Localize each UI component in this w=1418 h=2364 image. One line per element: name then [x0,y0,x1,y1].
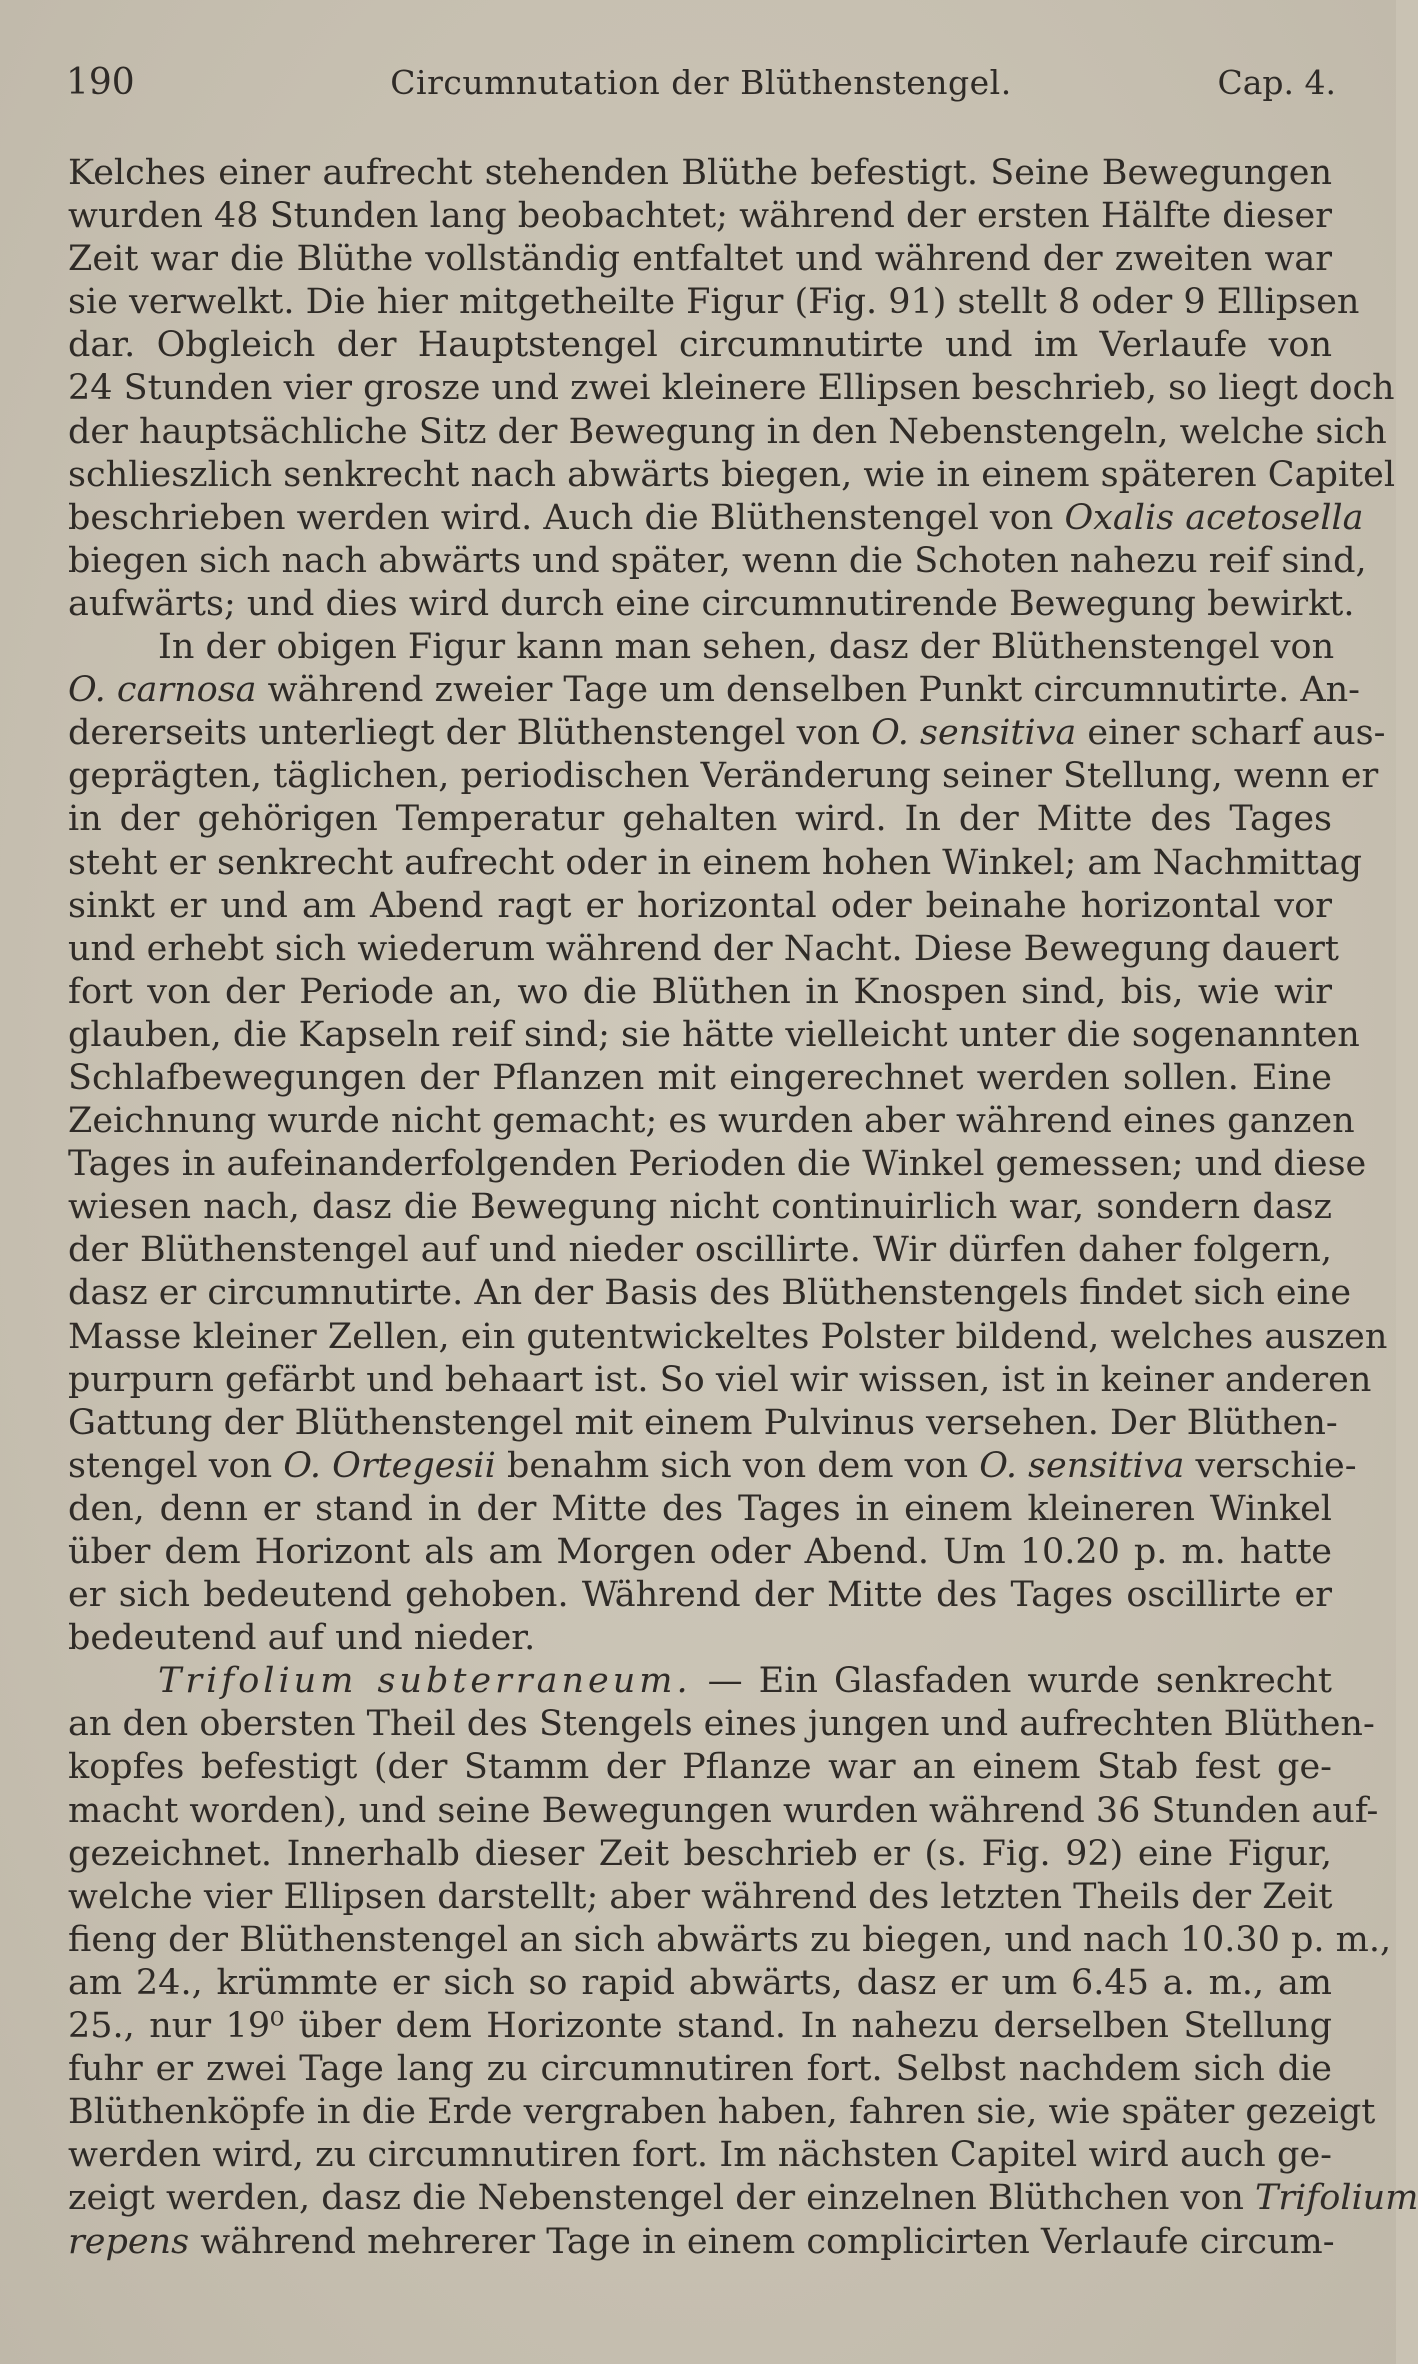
text-segment: benahm sich von dem von [495,1445,980,1486]
page-number: 190 [66,62,135,103]
text-segment: sinkt er und am Abend ragt er horizontal oder beinahe horizontal vor [68,885,1332,926]
text-segment: fuhr er zwei Tage lang zu circumnutiren fort. Selbst nachdem sich die [68,2049,1332,2090]
text-line [68,1100,1355,1143]
text-line [68,928,1339,971]
text-segment: kopfes befestigt (der Stamm der Pflanze war an einem Stab fest ge- [68,1747,1332,1788]
text-segment: Kelches einer aufrecht stehenden Blüthe befestigt. Seine Bewegungen [68,153,1332,193]
text-line [68,885,1332,928]
text-segment: Schlafbewegungen der Pflanzen mit eingerechnet werden sollen. Eine [68,1057,1332,1098]
text-line [68,1359,1372,1402]
italic-text: repens [68,2221,190,2262]
text-segment: während zweier Tage um denselben Punkt circumnutirte. An- [256,670,1360,711]
text-segment: der hauptsächliche Sitz der Bewegung in den Nebenstengeln, welche sich [68,411,1387,452]
text-line [68,324,1332,367]
text-line [68,1617,1332,1660]
species-heading: Trifolium subterraneum. [158,1661,692,1702]
text-segment: wiesen nach, dasz die Bewegung nicht continuirlich war, sondern dasz [68,1187,1332,1228]
text-segment: gezeichnet. Innerhalb dieser Zeit beschrieb er (s. Fig. 92) eine Figur, [68,1833,1332,1874]
text-segment: welche vier Ellipsen darstellt; aber während des letzten Theils der Zeit [68,1876,1333,1917]
text-line [68,1919,1392,1962]
text-line [68,626,1335,669]
text-segment: macht worden), und seine Bewegungen wurden während 36 Stunden auf- [68,1790,1379,1831]
text-segment: beschrieben werden wird. Auch die Blüthenstengel von [68,497,1065,538]
text-line [68,1014,1360,1057]
italic-text: O. sensitiva [871,713,1077,754]
text-line [68,669,1360,712]
text-line [68,411,1387,454]
text-segment: dererseits unterliegt der Blüthenstengel von [68,713,872,754]
text-line [68,1186,1332,1229]
text-line [68,2005,1332,2048]
text-segment: 25., nur 19⁰ über dem Horizonte stand. In nahezu derselben Stellung [68,2006,1332,2047]
text-line [68,540,1367,583]
text-line [68,367,1395,410]
text-line [68,1703,1375,1746]
text-line [68,1488,1332,1531]
text-line [68,454,1396,497]
text-line [68,1057,1332,1100]
text-line [68,798,1332,841]
text-line [68,1229,1332,1272]
text-segment: zeigt werden, dasz die Nebenstengel der einzelnen Blüthchen von [68,2178,1255,2219]
text-segment: Zeichnung wurde nicht gemacht; es wurden aber während eines ganzen [68,1101,1355,1142]
text-line [68,583,1355,626]
page-header [66,58,1336,108]
text-segment: einer scharf aus- [1076,713,1386,754]
running-title: Circumnutation der Blüthenstengel. [390,63,1012,102]
text-segment: Zeit war die Blüthe vollständig entfaltet und während der zweiten war [68,239,1332,280]
text-segment: in der gehörigen Temperatur gehalten wird. In der Mitte des Tages [68,799,1332,840]
text-segment: über dem Horizont als am Morgen oder Abend. Um 10.20 p. m. hatte [68,1532,1332,1572]
text-segment: In der obigen Figur kann man sehen, dasz der Blüthenstengel von [158,627,1335,668]
text-line [68,1445,1357,1488]
text-segment: aufwärts; und dies wird durch eine circumnutirende Bewegung bewirkt. [68,583,1355,624]
text-segment: steht er senkrecht aufrecht oder in einem hohen Winkel; am Nachmittag [68,842,1363,883]
text-segment: Blüthenköpfe in die Erde vergraben haben, fahren sie, wie später gezeigt [68,2092,1376,2133]
text-line [68,238,1332,281]
text-segment: er sich bedeutend gehoben. Während der Mitte des Tages oscillirte er [68,1575,1332,1616]
text-line [68,971,1332,1014]
text-segment: Masse kleiner Zellen, ein gutentwickeltes Polster bildend, welches auszen [68,1316,1388,1357]
text-segment: 24 Stunden vier grosze und zwei kleinere Ellipsen beschrieb, so liegt doch [68,368,1395,409]
text-segment: glauben, die Kapseln reif sind; sie hätte vielleicht unter die sogenannten [68,1014,1360,1055]
text-segment: an den obersten Theil des Stengels eines jungen und aufrechten Blüthen- [68,1704,1375,1745]
text-segment: am 24., krümmte er sich so rapid abwärts, dasz er um 6.45 a. m., am [68,1962,1332,2003]
text-segment: werden wird, zu circumnutiren fort. Im nächsten Capitel wird auch ge- [68,2135,1332,2176]
text-segment: dar. Obgleich der Hauptstengel circumnutirte und im Verlaufe von [68,325,1332,366]
text-line [68,842,1363,885]
italic-text: O. carnosa [68,670,257,711]
text-line [68,497,1364,540]
text-line [68,1143,1367,1186]
text-line [68,1272,1352,1315]
text-segment: — Ein Glasfaden wurde senkrecht [691,1661,1332,1702]
italic-text: Oxalis acetosella [1064,497,1364,538]
text-segment: verschie- [1184,1445,1357,1486]
text-line [68,1876,1332,1919]
text-line [68,2134,1332,2177]
chapter-label: Cap. 4. [1217,63,1336,102]
text-line [68,2177,1418,2220]
text-line [68,1402,1338,1445]
text-segment: dasz er circumnutirte. An der Basis des Blüthenstengels findet sich eine [68,1273,1352,1314]
text-line [68,2048,1332,2091]
text-line [68,1531,1332,1574]
text-line [68,2091,1376,2134]
text-line [68,755,1379,798]
text-segment: und erhebt sich wiederum während der Nacht. Diese Bewegung dauert [68,928,1339,969]
text-line [68,195,1332,238]
text-segment: der Blüthenstengel auf und nieder oscillirte. Wir dürfen daher folgern, [68,1230,1332,1271]
text-segment: purpurn gefärbt und behaart ist. So viel wir wissen, ist in keiner anderen [68,1359,1372,1400]
text-line [68,2221,1335,2264]
text-segment: wurden 48 Stunden lang beobachtet; während der ersten Hälfte dieser [68,196,1332,237]
text-line [68,1574,1332,1617]
italic-text: Trifolium [1255,2178,1418,2219]
text-line [68,152,1332,195]
italic-text: O. sensitiva [979,1445,1185,1486]
text-segment: sie verwelkt. Die hier mitgetheilte Figur (Fig. 91) stellt 8 oder 9 Ellipsen [68,282,1360,323]
text-line [68,1746,1332,1789]
text-segment: biegen sich nach abwärts und später, wenn die Schoten nahezu reif sind, [68,540,1367,581]
text-segment: den, denn er stand in der Mitte des Tages in einem kleineren Winkel [68,1488,1332,1529]
body-text [68,152,1418,2264]
text-segment: bedeutend auf und nieder. [68,1618,536,1659]
text-line [68,1962,1332,2005]
text-line [68,281,1360,324]
text-segment: schlieszlich senkrecht nach abwärts biegen, wie in einem späteren Capitel [68,454,1396,495]
text-line [68,1316,1388,1359]
text-segment: Gattung der Blüthenstengel mit einem Pulvinus versehen. Der Blüthen- [68,1402,1338,1443]
text-line [68,712,1386,755]
text-segment: geprägten, täglichen, periodischen Veränderung seiner Stellung, wenn er [68,756,1379,797]
text-line [68,1660,1332,1703]
text-segment: während mehrerer Tage in einem complicirten Verlaufe circum- [189,2221,1335,2262]
text-segment: stengel von [68,1445,284,1486]
italic-text: O. Ortegesii [283,1445,496,1486]
text-segment: fort von der Periode an, wo die Blüthen in Knospen sind, bis, wie wir [68,971,1332,1012]
text-segment: fieng der Blüthenstengel an sich abwärts zu biegen, und nach 10.30 p. m., [68,1919,1392,1960]
text-segment: Tages in aufeinanderfolgenden Perioden die Winkel gemessen; und diese [68,1144,1367,1185]
text-line [68,1790,1379,1833]
text-line [68,1833,1332,1876]
